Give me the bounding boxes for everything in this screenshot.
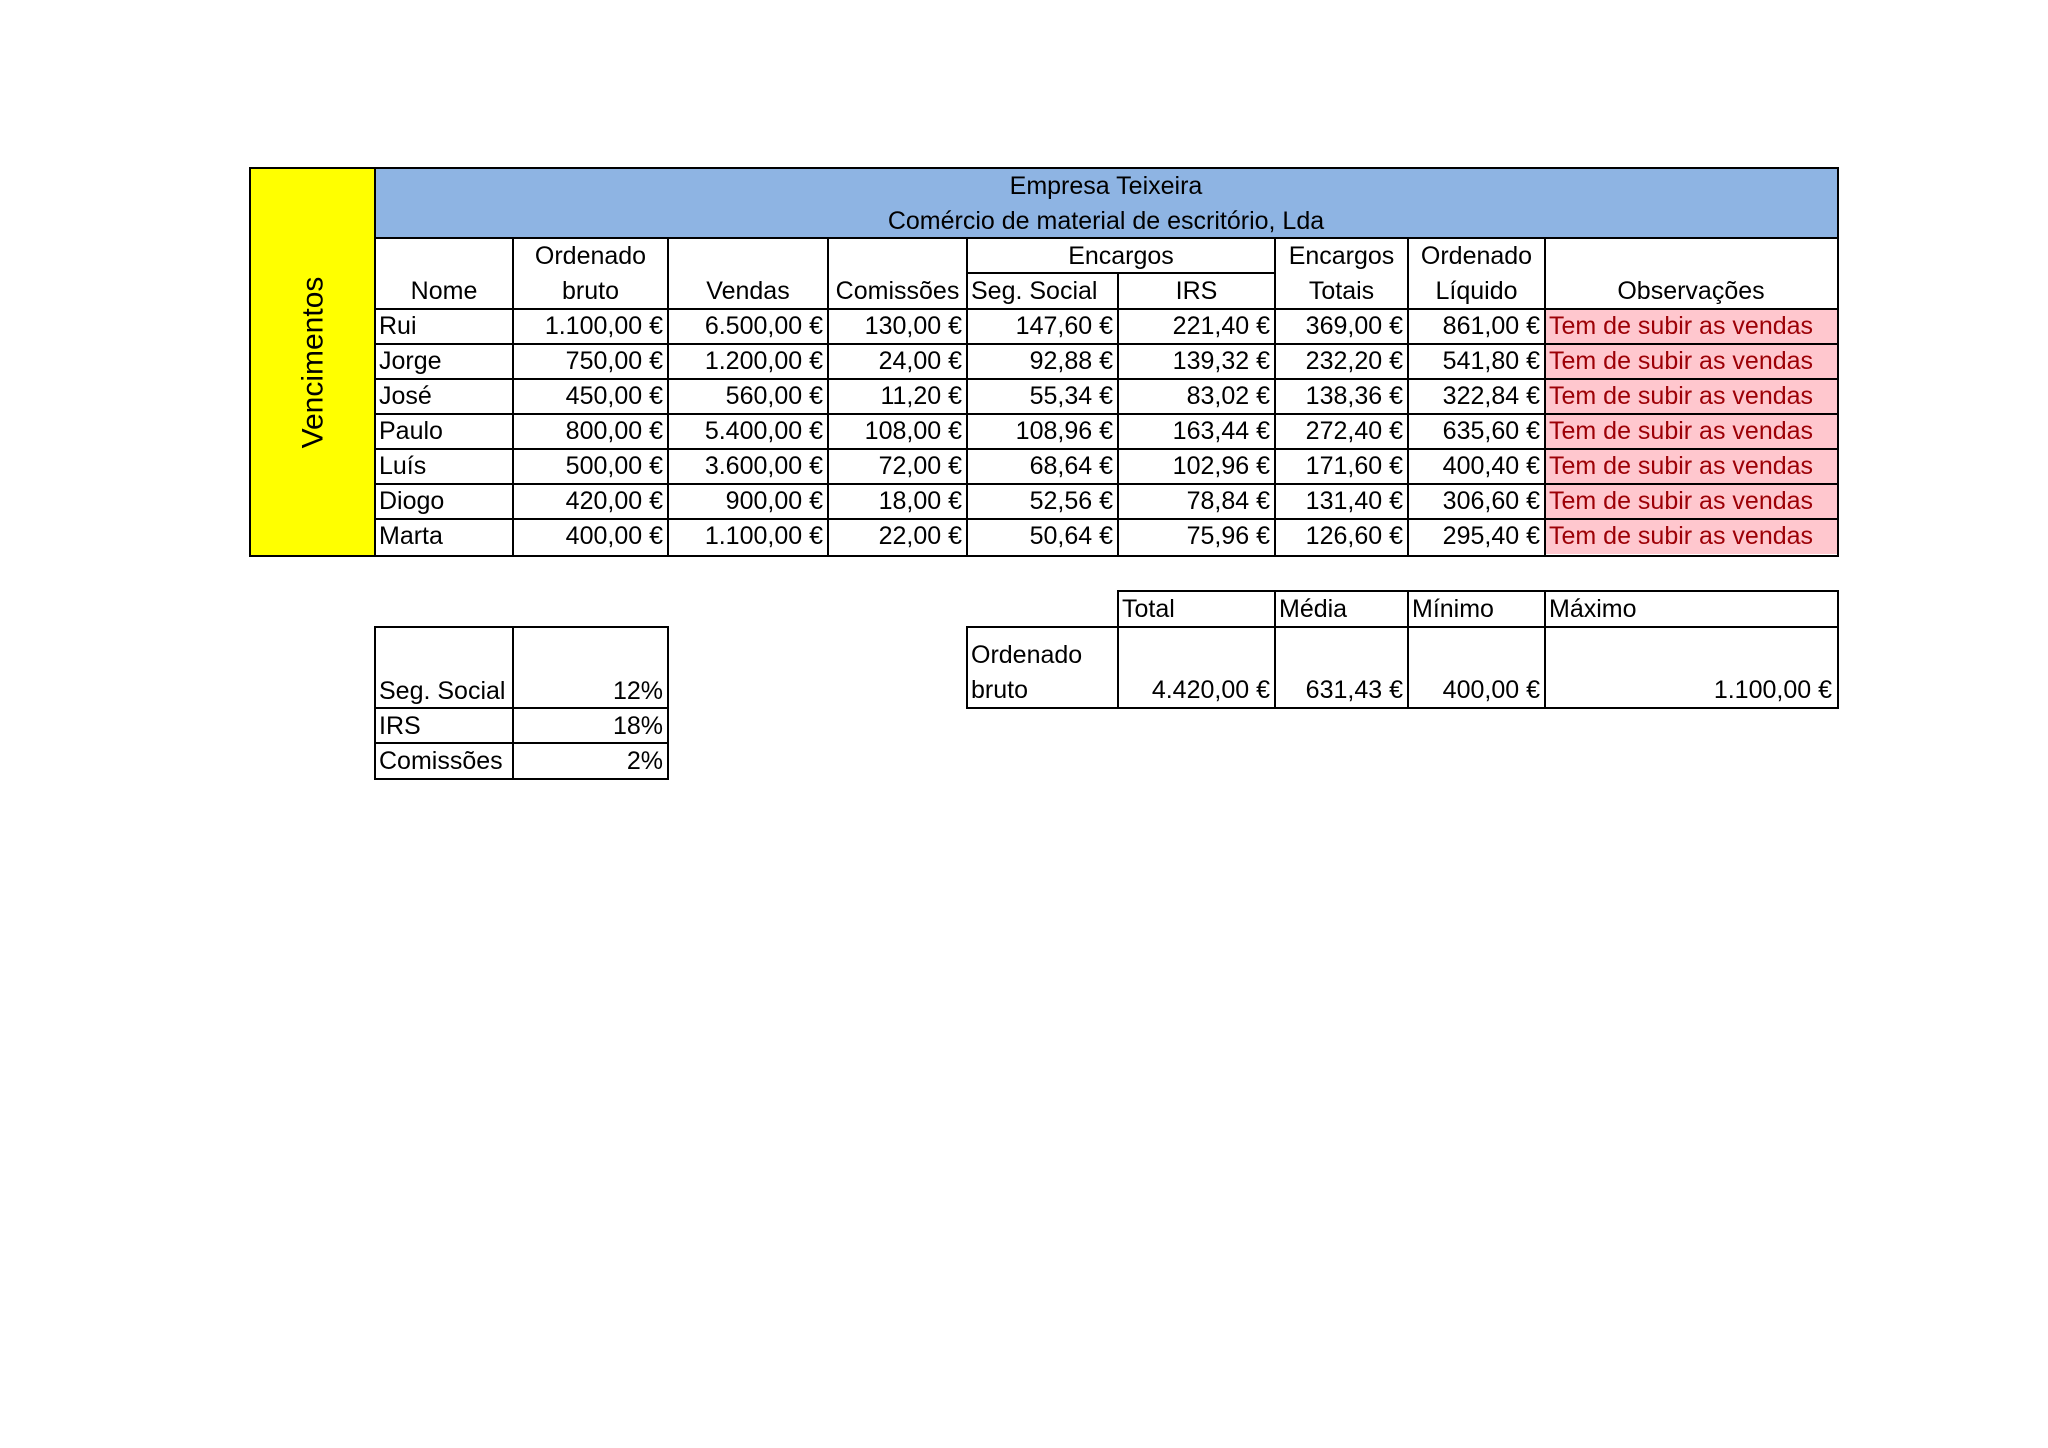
header-comissoes: Comissões <box>835 277 960 305</box>
cell-bruto: 800,00 € <box>565 417 663 445</box>
cell-liquido: 306,60 € <box>1442 487 1540 515</box>
cell-encargos-totais: 232,20 € <box>1305 347 1403 375</box>
grid-line <box>374 448 1839 450</box>
rate-label: Comissões <box>379 747 503 775</box>
grid-line <box>374 707 669 709</box>
grid-line <box>1837 167 1839 557</box>
cell-bruto: 750,00 € <box>565 347 663 375</box>
grid-line <box>966 237 968 557</box>
cell-encargos-totais: 138,36 € <box>1305 382 1403 410</box>
cell-nome: Rui <box>379 312 417 340</box>
stats-row-label-line2: bruto <box>971 676 1028 704</box>
stats-header-total: Total <box>1122 595 1175 623</box>
cell-liquido: 295,40 € <box>1442 522 1540 550</box>
header-encargos: Encargos <box>1068 242 1174 270</box>
stats-media-value: 631,43 € <box>1305 676 1403 704</box>
cell-vendas: 1.200,00 € <box>704 347 823 375</box>
grid-line <box>966 272 1276 274</box>
cell-nome: Paulo <box>379 417 443 445</box>
cell-liquido: 635,60 € <box>1442 417 1540 445</box>
header-ordenado-liquido-line2: Líquido <box>1435 277 1518 305</box>
grid-line <box>1837 590 1839 709</box>
stats-row-label-line1: Ordenado <box>971 641 1083 669</box>
rate-value: 12% <box>612 677 663 705</box>
grid-line <box>1274 590 1276 709</box>
cell-vendas: 3.600,00 € <box>704 452 823 480</box>
cell-nome: Diogo <box>379 487 445 515</box>
grid-line <box>1544 237 1546 557</box>
header-irs: IRS <box>1175 277 1218 305</box>
cell-bruto: 400,00 € <box>565 522 663 550</box>
cell-bruto: 1.100,00 € <box>544 312 663 340</box>
cell-nome: Luís <box>379 452 427 480</box>
cell-comissoes: 108,00 € <box>864 417 962 445</box>
cell-observacoes: Tem de subir as vendas <box>1545 414 1837 449</box>
cell-seg-social: 50,64 € <box>1029 522 1113 550</box>
header-ordenado-liquido-line1: Ordenado <box>1420 242 1533 270</box>
cell-observacoes: Tem de subir as vendas <box>1545 484 1837 519</box>
grid-line <box>667 237 669 557</box>
rate-label: Seg. Social <box>379 677 506 705</box>
cell-encargos-totais: 369,00 € <box>1305 312 1403 340</box>
stats-header-minimo: Mínimo <box>1412 595 1494 623</box>
header-vendas: Vendas <box>706 277 790 305</box>
company-name: Empresa Teixeira <box>1009 172 1203 200</box>
cell-observacoes: Tem de subir as vendas <box>1545 309 1837 344</box>
cell-bruto: 420,00 € <box>565 487 663 515</box>
cell-comissoes: 11,20 € <box>880 382 962 410</box>
header-nome: Nome <box>410 277 478 305</box>
cell-liquido: 861,00 € <box>1442 312 1540 340</box>
cell-irs: 78,84 € <box>1186 487 1270 515</box>
stats-header-media: Média <box>1279 595 1348 623</box>
cell-encargos-totais: 126,60 € <box>1305 522 1403 550</box>
cell-nome: Jorge <box>379 347 442 375</box>
cell-seg-social: 147,60 € <box>1015 312 1113 340</box>
cell-liquido: 400,40 € <box>1442 452 1540 480</box>
grid-line <box>374 167 376 557</box>
cell-bruto: 450,00 € <box>565 382 663 410</box>
cell-seg-social: 55,34 € <box>1029 382 1113 410</box>
grid-line <box>1274 237 1276 557</box>
cell-comissoes: 72,00 € <box>878 452 962 480</box>
side-label-cell <box>250 168 375 557</box>
cell-observacoes: Tem de subir as vendas <box>1545 519 1837 554</box>
cell-nome: Marta <box>379 522 443 550</box>
cell-comissoes: 24,00 € <box>878 347 962 375</box>
grid-line <box>374 483 1839 485</box>
stats-header-maximo: Máximo <box>1549 595 1637 623</box>
grid-line <box>512 626 514 780</box>
cell-liquido: 541,80 € <box>1442 347 1540 375</box>
header-observacoes: Observações <box>1617 277 1765 305</box>
grid-line <box>374 626 376 780</box>
cell-vendas: 560,00 € <box>725 382 823 410</box>
grid-line <box>1544 590 1546 709</box>
cell-irs: 83,02 € <box>1186 382 1270 410</box>
cell-comissoes: 18,00 € <box>878 487 962 515</box>
grid-line <box>374 778 669 780</box>
grid-line <box>1407 590 1409 709</box>
grid-line <box>1117 590 1839 592</box>
cell-vendas: 900,00 € <box>725 487 823 515</box>
grid-line <box>966 626 968 709</box>
company-subtitle: Comércio de material de escritório, Lda <box>887 207 1325 235</box>
grid-line <box>374 626 669 628</box>
grid-line <box>512 237 514 557</box>
cell-seg-social: 108,96 € <box>1015 417 1113 445</box>
grid-line <box>374 343 1839 345</box>
cell-liquido: 322,84 € <box>1442 382 1540 410</box>
stats-maximo-value: 1.100,00 € <box>1713 676 1832 704</box>
grid-line <box>827 237 829 557</box>
stats-minimo-value: 400,00 € <box>1442 676 1540 704</box>
grid-line <box>374 378 1839 380</box>
cell-vendas: 5.400,00 € <box>704 417 823 445</box>
cell-comissoes: 130,00 € <box>864 312 962 340</box>
grid-line <box>249 167 1839 169</box>
cell-irs: 163,44 € <box>1172 417 1270 445</box>
stats-total-value: 4.420,00 € <box>1151 676 1270 704</box>
cell-seg-social: 52,56 € <box>1029 487 1113 515</box>
rate-value: 18% <box>612 712 663 740</box>
cell-seg-social: 68,64 € <box>1029 452 1113 480</box>
cell-seg-social: 92,88 € <box>1029 347 1113 375</box>
cell-comissoes: 22,00 € <box>878 522 962 550</box>
grid-line <box>374 413 1839 415</box>
grid-line <box>667 626 669 780</box>
cell-encargos-totais: 131,40 € <box>1305 487 1403 515</box>
grid-line <box>249 167 251 557</box>
cell-observacoes: Tem de subir as vendas <box>1545 344 1837 379</box>
cell-observacoes: Tem de subir as vendas <box>1545 379 1837 414</box>
grid-line <box>374 518 1839 520</box>
header-ordenado-bruto-line2: bruto <box>562 277 619 305</box>
cell-irs: 75,96 € <box>1186 522 1270 550</box>
grid-line <box>374 742 669 744</box>
grid-line <box>249 555 1839 557</box>
header-encargos-totais-line2: Totais <box>1308 277 1375 305</box>
rate-label: IRS <box>379 712 421 740</box>
grid-line <box>1117 272 1119 557</box>
cell-bruto: 500,00 € <box>565 452 663 480</box>
cell-encargos-totais: 272,40 € <box>1305 417 1403 445</box>
header-seg-social: Seg. Social <box>971 277 1098 305</box>
cell-irs: 102,96 € <box>1172 452 1270 480</box>
rate-value: 2% <box>626 747 663 775</box>
cell-observacoes: Tem de subir as vendas <box>1545 449 1837 484</box>
grid-line <box>1117 590 1119 709</box>
cell-vendas: 6.500,00 € <box>704 312 823 340</box>
cell-irs: 139,32 € <box>1172 347 1270 375</box>
cell-vendas: 1.100,00 € <box>704 522 823 550</box>
cell-irs: 221,40 € <box>1172 312 1270 340</box>
cell-nome: José <box>379 382 432 410</box>
grid-line <box>966 626 1839 628</box>
grid-line <box>966 707 1839 709</box>
grid-line <box>1407 237 1409 557</box>
grid-line <box>374 237 1839 239</box>
grid-line <box>374 308 1839 310</box>
header-ordenado-bruto-line1: Ordenado <box>534 242 647 270</box>
header-encargos-totais-line1: Encargos <box>1288 242 1395 270</box>
side-label-text: Vencimentos <box>296 276 329 449</box>
cell-encargos-totais: 171,60 € <box>1305 452 1403 480</box>
